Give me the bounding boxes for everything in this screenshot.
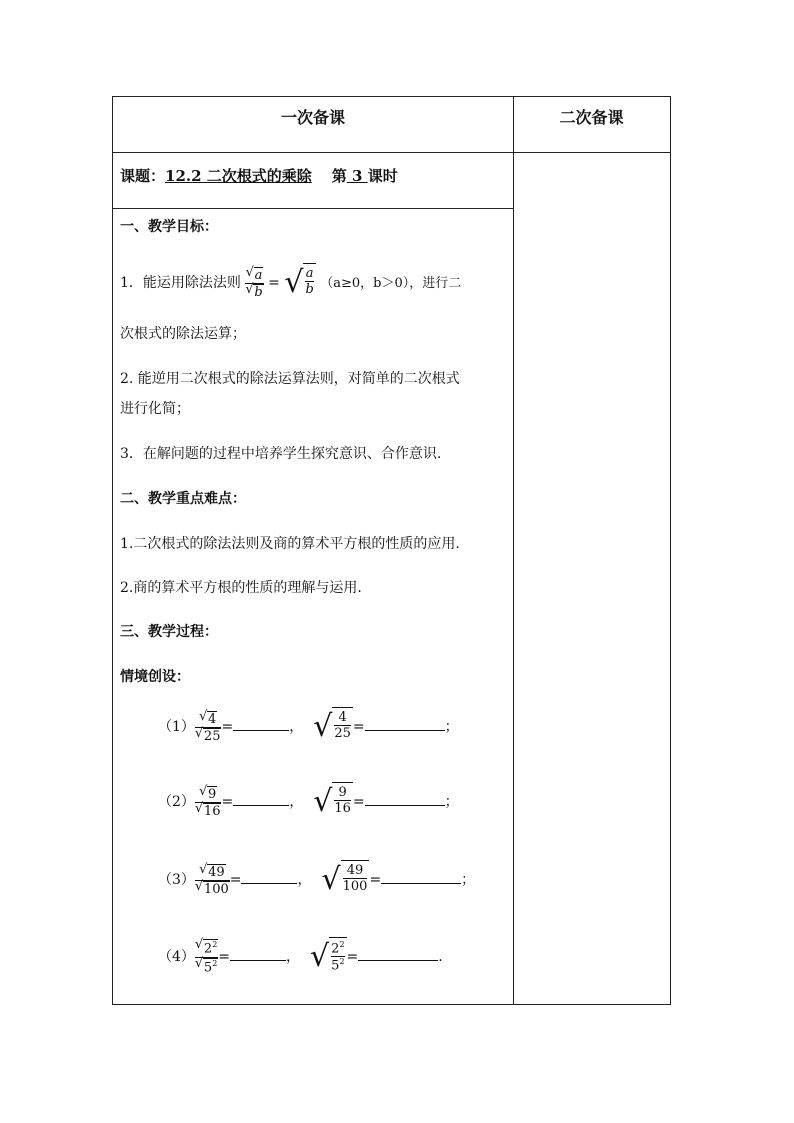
division-rule-lhs	[245, 264, 263, 300]
exercise-row: （3） √ 49 √ 100 = ， √ 49 100 = ；	[158, 860, 475, 900]
answer-blank[interactable]	[365, 805, 445, 806]
section3-heading: 三、教学过程：	[120, 624, 218, 640]
exercise-numerator: 4	[338, 710, 347, 725]
equals-sign: =	[346, 949, 359, 965]
title-row-line	[113, 208, 513, 209]
exercise-quotient-of-roots: √ 9 √ 16	[194, 783, 221, 819]
header-first-prep: 一次备课	[280, 108, 345, 127]
exercise-label: （2）	[158, 794, 195, 810]
exercise-root-of-quotient: √ $2^2$ $5^2$	[310, 937, 347, 977]
answer-blank[interactable]	[241, 883, 297, 884]
objective-3: 3．在解问题的过程中培养学生探究意识、合作意识.	[120, 446, 442, 462]
answer-blank[interactable]	[381, 883, 461, 884]
exercise-row: （2） √ 9 √ 16 = ， √ 9 16 = ；	[158, 782, 459, 822]
exercise-quotient-of-roots: √ $2^2$ √ $5^2$	[194, 937, 218, 975]
situation-heading: 情境创设：	[120, 669, 190, 685]
objective-2-cont: 进行化简；	[120, 401, 190, 417]
objective-1-cont: 次根式的除法运算；	[120, 326, 246, 342]
var-b-rhs: b	[305, 282, 314, 297]
exercise-denominator: 25	[334, 726, 351, 741]
equals-sign: =	[268, 275, 280, 291]
exercise-denominator: 100	[342, 879, 368, 894]
exercise-denominator: 5	[203, 959, 213, 975]
header-second-prep: 二次备课	[559, 108, 624, 127]
sqrt-b: √ b	[245, 281, 263, 300]
exercise-end-mark: ；	[461, 872, 476, 888]
exercise-label: （3）	[158, 872, 195, 888]
exercise-numerator: 9	[338, 785, 347, 800]
exercise-numerator: 49	[208, 864, 225, 880]
equals-sign: =	[221, 719, 234, 735]
objective-1-text: 1．能运用除法法则	[120, 275, 241, 291]
equals-sign: =	[352, 794, 365, 810]
section2-heading: 二、教学重点难点：	[120, 491, 246, 507]
lesson-prefix: 第	[331, 167, 347, 185]
exercise-row: （4） √ $2^2$ √ $5^2$ = ， √ $2^2$ $5^2$ = .	[158, 937, 443, 977]
answer-blank[interactable]	[230, 960, 286, 961]
exercise-end-mark: .	[438, 949, 443, 965]
exercise-denominator: 25	[203, 728, 221, 744]
objective-2: 2. 能逆用二次根式的除法运算法则，对简单的二次根式	[120, 371, 460, 387]
answer-blank[interactable]	[233, 805, 289, 806]
exercise-label: （4）	[158, 949, 195, 965]
equals-sign: =	[218, 949, 231, 965]
exercise-row: （1） √ 4 √ 25 = ， √ 4 25 = ；	[158, 707, 459, 747]
objective-1-condition: （a≥0，b＞0），进行二	[320, 276, 462, 291]
equals-sign: =	[352, 719, 365, 735]
var-b: b	[254, 284, 263, 300]
var-a: a	[254, 267, 263, 283]
answer-blank[interactable]	[358, 960, 438, 961]
lesson-plan-table	[112, 96, 671, 1005]
equals-sign: =	[221, 794, 234, 810]
exercise-quotient-of-roots: √ 49 √ 100	[194, 861, 229, 897]
equals-sign: =	[369, 872, 382, 888]
objective-1	[120, 263, 461, 303]
exercise-numerator: 9	[208, 786, 217, 802]
answer-blank[interactable]	[365, 730, 445, 731]
exercise-end-mark: ；	[444, 719, 459, 735]
key-point-2: 2.商的算术平方根的性质的理解与运用.	[120, 580, 362, 596]
answer-blank[interactable]	[233, 730, 289, 731]
title-label: 课题：	[120, 167, 166, 185]
exercise-root-of-quotient: √ 4 25	[313, 707, 353, 747]
var-a-rhs: a	[305, 266, 314, 281]
exercise-root-of-quotient: √ 49 100	[321, 860, 369, 900]
exercise-numerator: 4	[208, 711, 217, 727]
exercise-denominator: 16	[334, 801, 351, 816]
sqrt-a: √ a	[245, 264, 263, 283]
exercise-denominator: 16	[203, 803, 221, 819]
exercise-numerator: 49	[346, 863, 364, 878]
lesson-number: 3	[346, 167, 368, 185]
course-name: 12.2 二次根式的乘除	[165, 167, 312, 185]
key-point-1: 1.二次根式的除法法则及商的算术平方根的性质的应用.	[120, 536, 460, 552]
exercise-end-mark: ；	[444, 794, 459, 810]
exercise-denominator: 100	[203, 881, 229, 897]
exercise-root-of-quotient: √ 9 16	[313, 782, 353, 822]
exercise-label: （1）	[158, 719, 195, 735]
exercise-numerator: 2	[203, 941, 213, 957]
column-divider	[513, 97, 514, 1004]
division-rule-rhs: √ a b	[284, 263, 315, 303]
lesson-suffix: 课时	[367, 167, 398, 185]
lesson-title	[120, 165, 398, 186]
exercise-quotient-of-roots: √ 4 √ 25	[194, 708, 221, 744]
equals-sign: =	[229, 872, 242, 888]
section1-heading: 一、教学目标：	[120, 219, 218, 235]
exercise-numerator: 2	[331, 941, 340, 957]
exercise-denominator: 5	[331, 958, 340, 974]
